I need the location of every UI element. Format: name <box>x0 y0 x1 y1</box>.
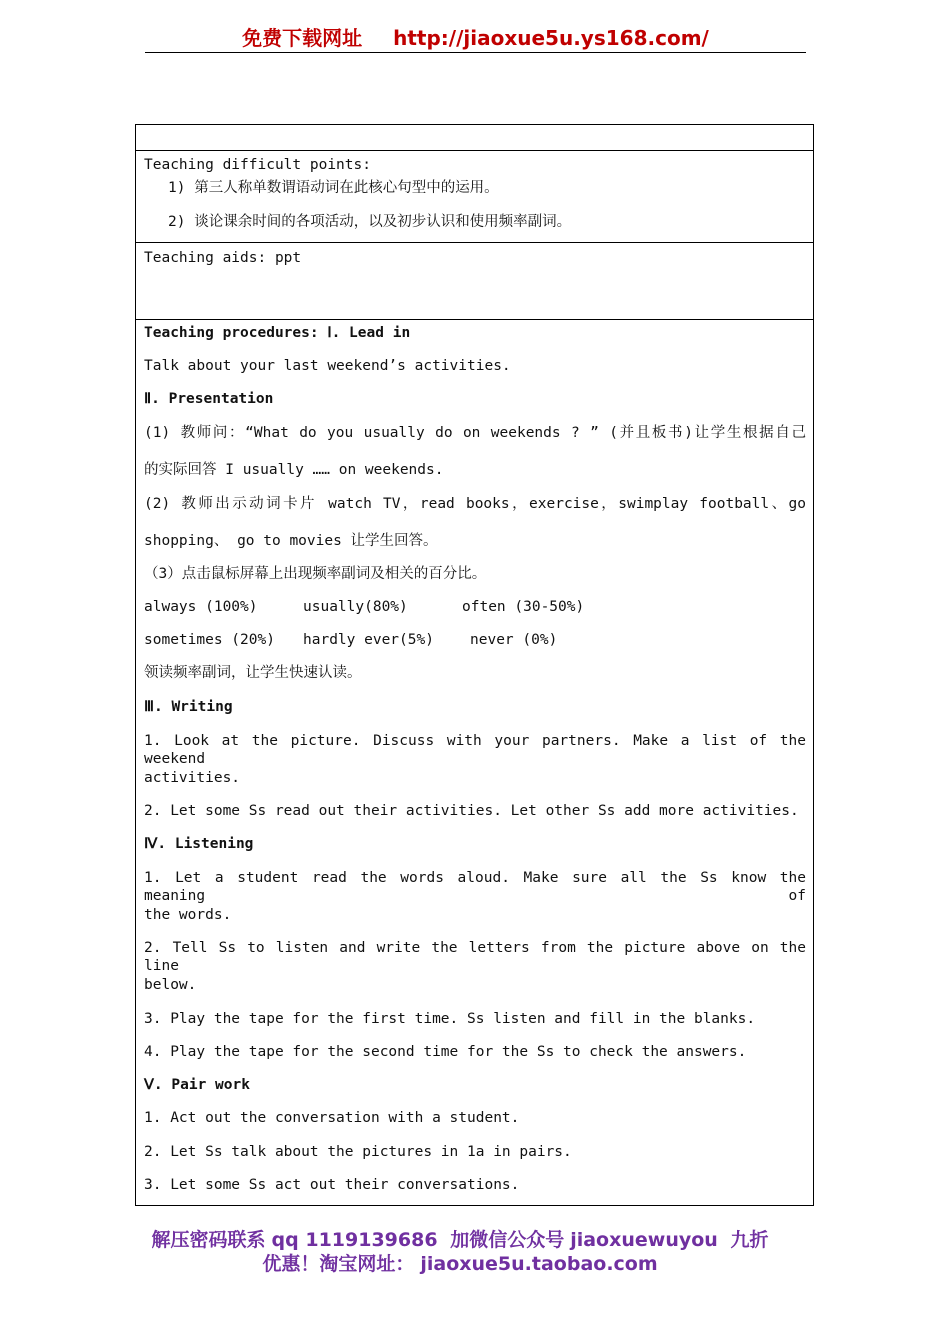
freq-sometimes: sometimes (20%) <box>144 632 275 648</box>
presentation-step-2a: (2) 教师出示动词卡片 watch TV，read books，exercise，swimplay football、go <box>144 496 806 512</box>
footer-wechat: jiaoxuewuyou <box>570 1229 718 1251</box>
presentation-step-2b: shopping、 go to movies 让学生回答。 <box>144 533 438 549</box>
listening-step-1b: the words. <box>144 907 232 923</box>
presentation-step-1a: (1) 教师问：“What do you usually do on weekends ? ” (并且板书)让学生根据自己 <box>144 425 806 441</box>
section-pair-work: Ⅴ. Pair work <box>144 1077 250 1093</box>
listening-step-2b: below. <box>144 977 197 993</box>
read-adverbs-text: 领读频率副词，让学生快速认读。 <box>144 665 362 681</box>
footer-text-1: 解压密码联系 <box>151 1229 266 1251</box>
difficult-points-cell <box>136 151 813 243</box>
pair-work-step-2: 2. Let Ss talk about the pictures in 1a in pairs. <box>144 1144 572 1160</box>
freq-often: often (30-50%) <box>462 599 585 615</box>
presentation-step-3: （3）点击鼠标屏幕上出现频率副词及相关的百分比。 <box>144 566 487 582</box>
footer-line-1 <box>0 1228 920 1252</box>
listening-step-3: 3. Play the tape for the first time. Ss listen and fill in the blanks. <box>144 1011 756 1027</box>
procedures-cell <box>136 320 813 1205</box>
pair-work-step-3: 3. Let some Ss act out their conversations. <box>144 1177 520 1193</box>
section-listening: Ⅳ. Listening <box>144 836 254 852</box>
writing-step-1b: activities. <box>144 770 241 786</box>
footer-text-3: 九折 <box>730 1229 769 1251</box>
presentation-step-1b: 的实际回答 I usually …… on weekends. <box>144 462 444 478</box>
teaching-aids-text: Teaching aids: ppt <box>144 250 302 266</box>
footer-taobao-link[interactable]: jiaoxue5u.taobao.com <box>420 1253 658 1275</box>
header-url-link[interactable]: http://jiaoxue5u.ys168.com/ <box>393 26 709 50</box>
lesson-table <box>135 124 814 1206</box>
freq-always: always (100%) <box>144 599 258 615</box>
header-label: 免费下载网址 <box>242 26 363 50</box>
section-writing: Ⅲ. Writing <box>144 699 233 715</box>
procedures-title: Teaching procedures: Ⅰ. Lead in <box>144 325 411 341</box>
freq-usually: usually(80%) <box>303 599 408 615</box>
page-header <box>145 24 806 53</box>
empty-row <box>136 125 813 151</box>
writing-step-2: 2. Let some Ss read out their activities. Let other Ss add more activities. <box>144 803 799 819</box>
footer-text-4: 优惠！淘宝网址： <box>262 1253 415 1275</box>
difficult-point-1: 1) 第三人称单数谓语动词在此核心句型中的运用。 <box>168 180 499 196</box>
listening-step-4: 4. Play the tape for the second time for the Ss to check the answers. <box>144 1044 747 1060</box>
pair-work-step-1: 1. Act out the conversation with a student. <box>144 1110 520 1126</box>
listening-step-2a: 2. Tell Ss to listen and write the letters from the picture above on the line <box>144 940 806 974</box>
freq-hardly-ever: hardly ever(5%) <box>303 632 434 648</box>
footer-text-2: 加微信公众号 <box>450 1229 565 1251</box>
listening-step-1a: 1. Let a student read the words aloud. Make sure all the Ss know the meaning of <box>144 870 806 904</box>
lead-in-text: Talk about your last weekend’s activities. <box>144 358 511 374</box>
freq-never: never (0%) <box>470 632 558 648</box>
difficult-points-title: Teaching difficult points: <box>144 157 371 173</box>
footer-qq: qq 1119139686 <box>271 1229 438 1251</box>
difficult-point-2: 2) 谈论课余时间的各项活动，以及初步认识和使用频率副词。 <box>168 214 572 230</box>
section-presentation: Ⅱ. Presentation <box>144 391 274 407</box>
writing-step-1a: 1. Look at the picture. Discuss with your partners. Make a list of the weekend <box>144 733 806 767</box>
footer-line-2 <box>0 1252 920 1276</box>
teaching-aids-cell <box>136 243 813 320</box>
